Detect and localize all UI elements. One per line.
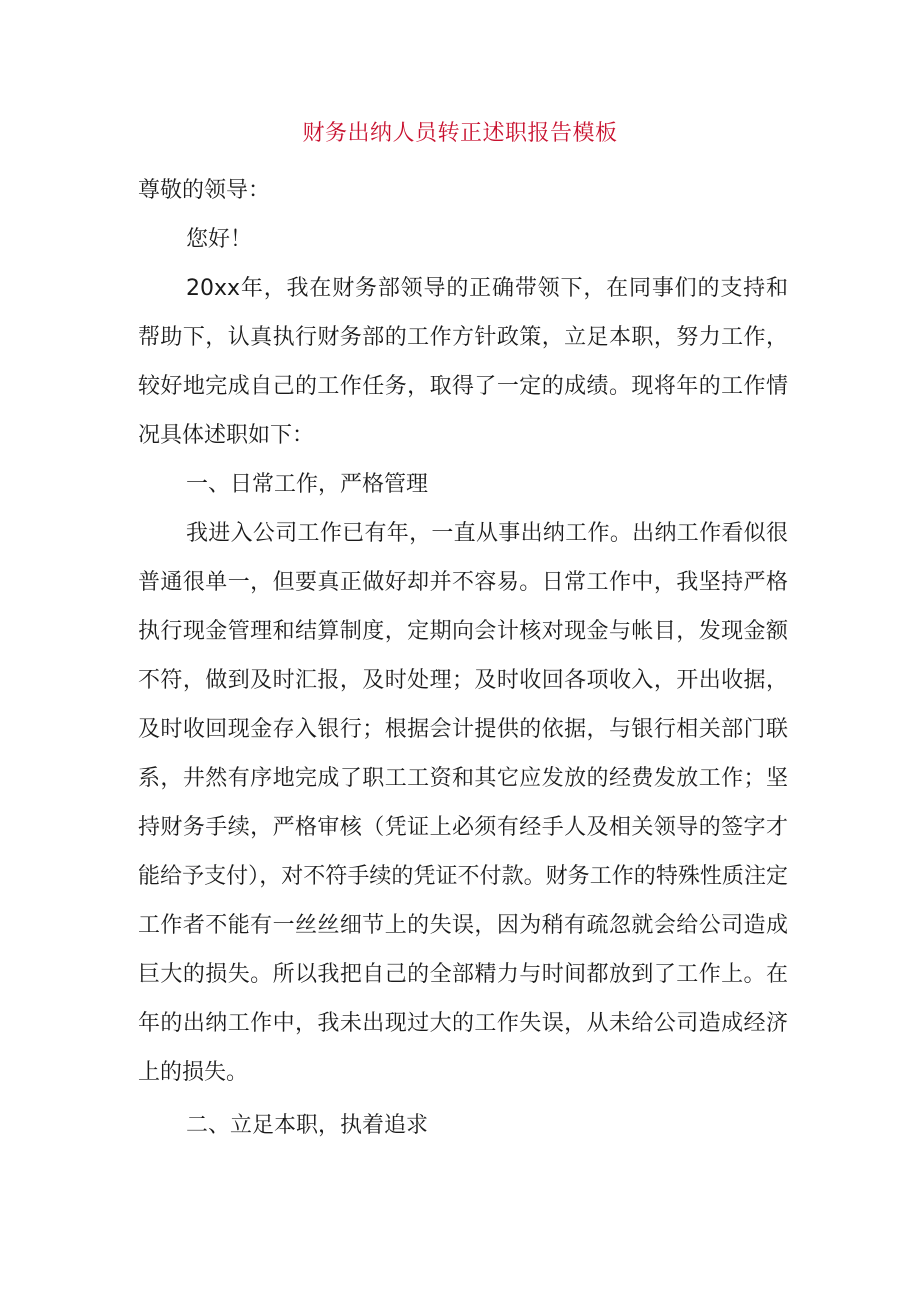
- document-title: 财务出纳人员转正述职报告模板: [302, 121, 618, 146]
- greeting: 您好！: [186, 227, 253, 252]
- intro-paragraph: 20xx年，我在财务部领导的正确带领下，在同事们的支持和帮助下，认真执行财务部的工作方针政策，立足本职，努力工作，较好地完成自己的工作任务，取得了一定的成绩。现将年的工作情况具体述职如下：: [138, 276, 788, 448]
- document-body: [138, 166, 788, 1150]
- section-heading-2: 二、立足本职，执着追求: [186, 1113, 429, 1138]
- salutation: 尊敬的领导：: [138, 178, 271, 203]
- section-heading-1: 一、日常工作，严格管理: [186, 472, 429, 497]
- section-body-1: 我进入公司工作已有年，一直从事出纳工作。出纳工作看似很普通很单一，但要真正做好却并不容易。日常工作中，我坚持严格执行现金管理和结算制度，定期向会计核对现金与帐目，发现金额不符，做到及时汇报，及时处理；及时收回各项收入，开出收据，及时收回现金存入银行；根据会计提供的依据，与银行相关部门联系，井然有序地完成了职工工资和其它应发放的经费发放工作；坚持财务手续，严格审核（凭证上必须有经手人及相关领导的签字才能给予支付），对不符手续的凭证不付款。财务工作的特殊性质注定工作者不能有一丝丝细节上的失误，因为稍有疏忽就会给公司造成巨大的损失。所以我把自己的全部精力与时间都放到了工作上。在年的出纳工作中，我未出现过大的工作失误，从未给公司造成经济上的损失。: [138, 521, 788, 1085]
